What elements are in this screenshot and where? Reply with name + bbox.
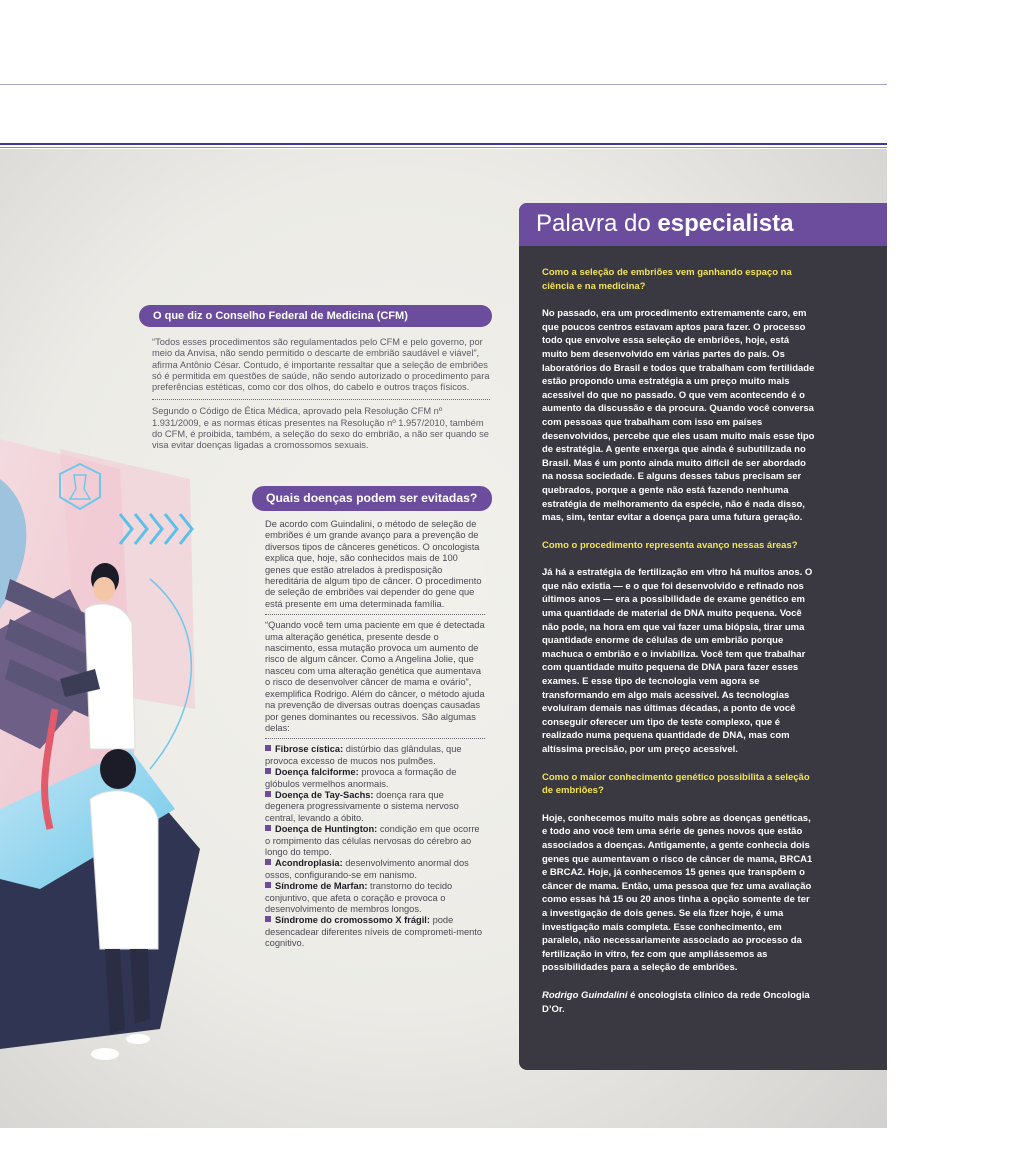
cfm-section-body — [152, 337, 490, 452]
section-rule — [0, 143, 887, 145]
dotted-divider — [265, 738, 485, 739]
diseases-section-body — [265, 519, 485, 950]
cfm-paragraph: Segundo o Código de Ética Médica, aprovado pela Resolução CFM nº 1.931/2009, e as normas éticas presentes na Resolução nº 1.957/2010, também do CFM, é proibida, também, a seleção do sexo do embrião, a não ser quando se visa evitar doenças ligadas a cromossomos sexuais. — [152, 406, 489, 451]
diseases-paragraph: “Quando você tem uma paciente em que é detectada uma alteração genética, presente desde o nascimento, essa mutação provoca um aumento de risco de algum câncer. Como a Angelina Jolie, que nasceu com uma alteração genética que aumentava o risco de desenvolver câncer de mama e ovário”, exemplifica Rodrigo. Além do câncer, o método ajuda na prevenção de diversas outras doenças causadas por genes dominantes ou recessivos. São algumas delas: — [265, 620, 485, 733]
diseases-section-title: Quais doenças podem ser evitadas? — [252, 486, 492, 511]
cfm-section-title: O que diz o Conselho Federal de Medicina (CFM) — [139, 305, 492, 327]
specialist-header — [519, 203, 887, 246]
cfm-paragraph: “Todos esses procedimentos são regulamentados pelo CFM e pelo governo, por meio da Anvisa, não sendo permitido o descarte de embrião saudável e viável”, afirma Antônio César. Contudo, é importante ressaltar que a seleção de embriões só é permitida em questões de saúde, não sendo autorizado o procedimento para preferências estéticas, como cor dos olhos, do cabelo e outros traços físicos. — [152, 337, 490, 393]
square-bullet-icon — [265, 859, 271, 865]
specialist-box — [519, 203, 887, 1070]
interview-answer: No passado, era um procedimento extremamente caro, em que poucos centros estavam aptos para fazer. O processo todo que envolve essa seleção de embriões, hoje, está muito bem desenvolvido em várias partes do país. Os laboratórios do Brasil e todos que trabalham com fertilidade estão propondo uma estratégia a um preço muito mais acessível do que no passado. O que vem acontecendo é o aumento da discussão e da procura. Quando você conversa com pessoas que trabalham com isso em países desenvolvidos, percebe que eles usam muito mais esse tipo de estratégia. A gente enxerga que ainda é subutilizada no Brasil. Mas é um ponto ainda muito difícil de ser abordado na nossa sociedade. E alguns desses tabus precisam ser quebrados, porque a gente não está fazendo nenhuma estratégia de melhoramento da espécie, não é nada disso, mas, sim, tentar evitar a doença para uma futura geração. — [542, 308, 815, 524]
square-bullet-icon — [265, 791, 271, 797]
interview-answer: Já há a estratégia de fertilização em vitro há muitos anos. O que não existia — e o que foi desenvolvido e refinado nos últimos anos — era a possibilidade de exame genético em uma quantidade de material de DNA muito pequena. Você não pode, na hora em que vai fazer uma biópsia, tirar uma quantidade enorme de células de um embrião porque machuca o embrião e o inviabiliza. Você tem que trabalhar com quantidade muito pequena de DNA para fazer esses exames. E esse tipo de tecnologia vem agora se transformando em algo mais acessível. As tecnologias evoluíram demais nas últimas décadas, a ponto de você conseguir oferecer um tipo de teste complexo, que é realizado numa pequena quantidade de DNA, mas com altíssima precisão, por um preço acessível. — [542, 567, 813, 755]
disease-item: Doença de Tay-Sachs: doença rara que degenera progressivamente o sistema nervoso central, levando a óbito. — [265, 789, 459, 823]
square-bullet-icon — [265, 882, 271, 888]
disease-item: Doença de Huntington: condição em que ocorre o rompimento das células nervosas do cérebro ao longo do tempo. — [265, 824, 480, 857]
specialist-interview — [542, 266, 816, 1016]
dotted-divider — [152, 399, 490, 400]
lab-illustration — [0, 149, 260, 1128]
disease-item: Síndrome de Marfan: transtorno do tecido conjuntivo, que afeta o coração e provoca o desenvolvimento de membros longos. — [265, 881, 453, 914]
interview-question: Como a seleção de embriões vem ganhando espaço na ciência e na medicina? — [542, 267, 792, 292]
dotted-divider — [265, 614, 485, 615]
square-bullet-icon — [265, 768, 271, 774]
top-rule — [0, 84, 887, 85]
disease-item: Acondroplasia: desenvolvimento anormal dos ossos, configurando-se em nanismo. — [265, 858, 469, 880]
section-rule-thin — [0, 147, 887, 148]
magazine-page — [0, 149, 887, 1128]
interview-answer: Hoje, conhecemos muito mais sobre as doenças genéticas, e todo ano você tem uma série de genes novos que estão associados a doenças. Antigamente, a gente conhecia dois genes que aumentavam o risco de câncer de mama, BRCA1 e BRCA2. Hoje, já conhecemos 15 genes que transpõem o câncer de mama. Então, uma pessoa que fez uma avaliação como essas há 15 ou 20 anos tinha a opção somente de ter a investigação de dois genes. Se ela fizer hoje, é uma investigação mais completa. Esse conhecimento, em paralelo, não necessariamente associado ao processo da fertilização in vitro, fez com que ampliássemos as possibilidades para a seleção de embriões. — [542, 812, 813, 974]
disease-item: Síndrome do cromossomo X frágil: pode desencadear diferentes níveis de comprometi-mento cognitivo. — [265, 915, 483, 949]
disease-item: Fibrose cística: distúrbio das glândulas, que provoca excesso de mucos nos pulmões. — [265, 744, 462, 766]
interview-question: Como o maior conhecimento genético possibilita a seleção de embriões? — [542, 771, 810, 797]
diseases-paragraph: De acordo com Guindalini, o método de seleção de embriões é um grande avanço para a prevenção de diversos tipos de cânceres genéticos. O oncologista explica que, hoje, são conhecidos mais de 100 genes que estão atrelados à predisposição hereditária de algum tipo de câncer. O procedimento de seleção de embriões vai depender do gene que está presente em uma determinada família. — [265, 519, 482, 609]
square-bullet-icon — [265, 825, 271, 831]
square-bullet-icon — [265, 745, 271, 751]
specialist-signature: Rodrigo Guindalini é oncologista clínico da rede Oncologia D’Or. — [542, 989, 810, 1015]
specialist-title: Palavra do especialista — [536, 210, 794, 237]
square-bullet-icon — [265, 916, 271, 922]
disease-item: Doença falciforme: provoca a formação de glóbulos vermelhos anormais. — [265, 767, 457, 789]
interview-question: Como o procedimento representa avanço nessas áreas? — [542, 539, 798, 551]
